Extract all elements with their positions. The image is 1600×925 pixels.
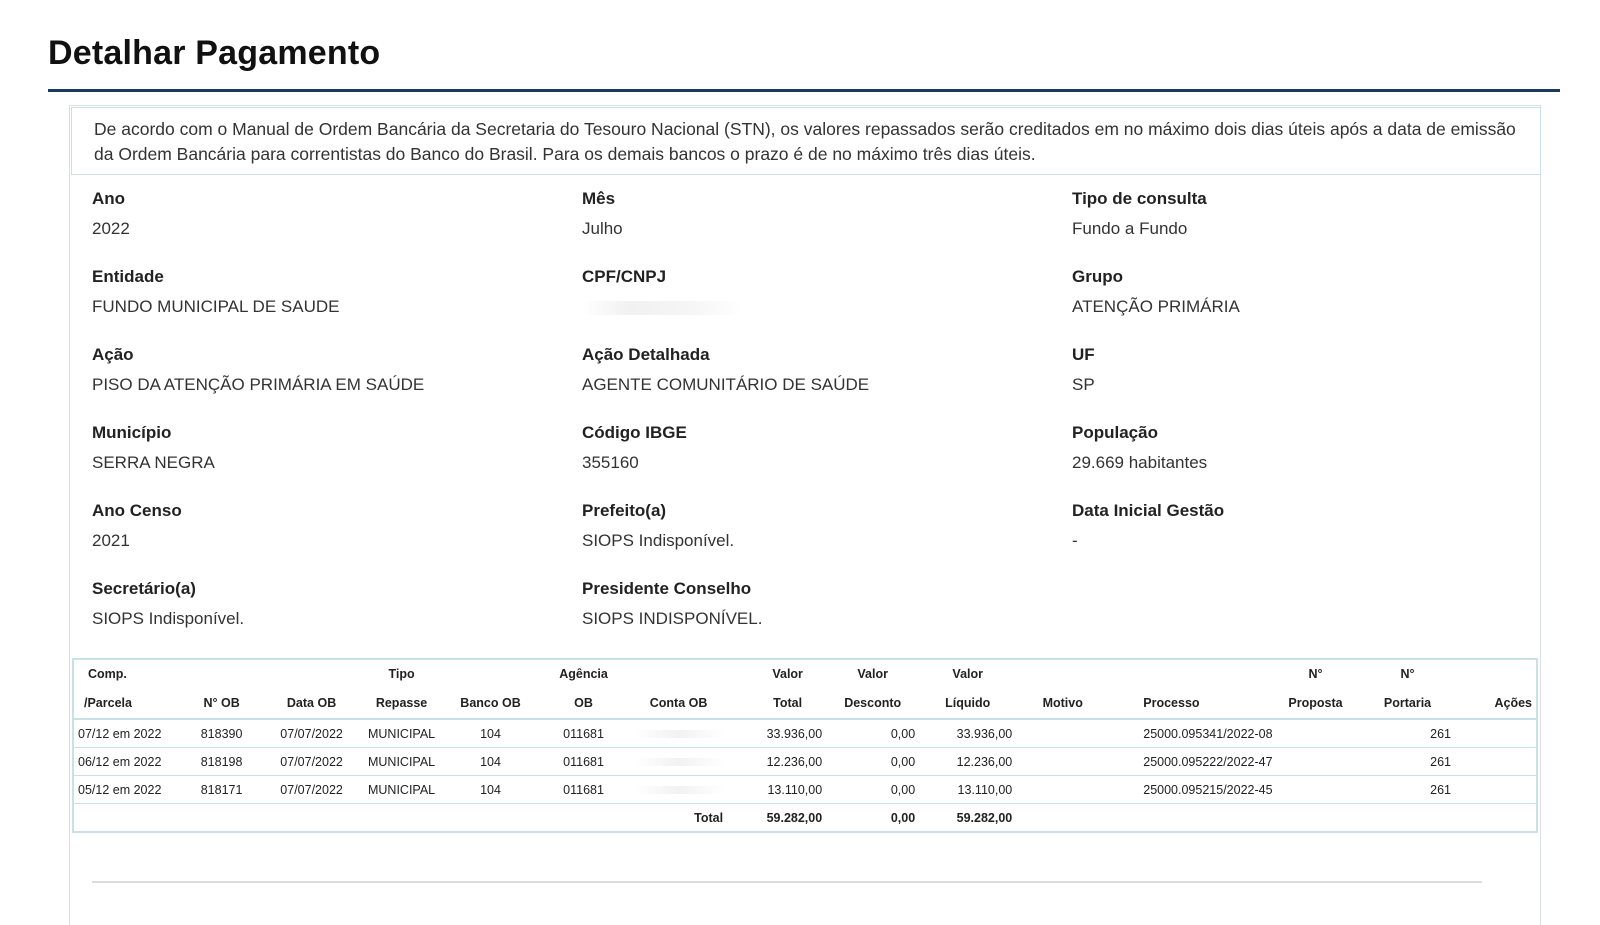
col-header-comp[interactable]: Comp. [88,667,127,681]
cell-acoes [1455,748,1536,776]
field-value: 355160 [582,453,639,472]
field-secretario [92,576,582,654]
field-value: PISO DA ATENÇÃO PRIMÁRIA EM SAÚDE [92,375,425,394]
cell-data-ob: 07/07/2022 [264,776,359,804]
totals-total: 59.282,00 [766,810,823,825]
cell-agencia: 011681 [537,719,630,748]
field-acao [92,342,582,420]
payment-info-grid [92,186,1532,654]
field-acao-detalhada [582,342,1072,420]
cell-motivo [1016,719,1109,748]
col-header-valor-liquido[interactable]: Valor [952,667,983,681]
cell-n-ob: 818390 [179,719,264,748]
cell-data-ob: 07/07/2022 [264,719,359,748]
field-label: Data Inicial Gestão [1072,501,1225,520]
field-populacao [1072,420,1532,498]
field-label: Secretário(a) [92,579,196,598]
cell-proposta [1271,719,1360,748]
cell-n-ob: 818171 [179,776,264,804]
field-codigo-ibge [582,420,1072,498]
table-row [74,748,1536,776]
totals-label: Total [694,810,724,825]
cell-processo: 25000.095222/2022-47 [1109,748,1271,776]
field-ano-censo [92,498,582,576]
col-header-acoes[interactable]: Ações [1455,688,1536,719]
col-header-parcela[interactable]: /Parcela [74,688,179,719]
field-value: SIOPS Indisponível. [92,609,245,628]
field-value: 2022 [92,219,130,238]
cell-desconto: 0,00 [826,719,919,748]
col-header-blank [1016,660,1109,688]
col-header-total[interactable]: Total [727,688,826,719]
field-label: Tipo de consulta [1072,189,1207,208]
redacted-value [582,301,742,315]
section-divider [92,881,1482,883]
field-label: Ação Detalhada [582,345,710,364]
col-header-tipo[interactable]: Tipo [388,667,415,681]
cell-agencia: 011681 [537,748,630,776]
redacted-value [634,758,724,766]
cell-liquido: 13.110,00 [919,776,1016,804]
cell-processo: 25000.095341/2022-08 [1109,719,1271,748]
cell-total: 13.110,00 [727,776,826,804]
cell-tipo: MUNICIPAL [359,776,444,804]
field-label: CPF/CNPJ [582,267,667,286]
cell-agencia: 011681 [537,776,630,804]
cell-portaria: 261 [1360,748,1455,776]
title-divider [48,89,1560,92]
field-label: População [1072,423,1158,442]
col-header-processo[interactable]: Processo [1109,688,1271,719]
cell-banco: 104 [444,719,537,748]
field-label: Código IBGE [582,423,687,442]
cell-total: 33.936,00 [727,719,826,748]
cell-comp: 06/12 em 2022 [74,748,179,776]
col-header-desconto[interactable]: Desconto [826,688,919,719]
table-row [74,719,1536,748]
col-header-valor-total[interactable]: Valor [772,667,803,681]
redacted-value [634,730,724,738]
field-label: Mês [582,189,616,208]
col-header-agencia-ob[interactable]: OB [537,688,630,719]
info-notice: De acordo com o Manual de Ordem Bancária da Secretaria do Tesouro Nacional (STN), os valores repassados serão creditados em no máximo dois dias úteis após a data de emissão da Ordem Bancária para correntistas do Banco do Brasil. Para os demais bancos o prazo é de no máximo três dias úteis. [71,107,1541,175]
field-value: Fundo a Fundo [1072,219,1188,238]
col-header-repasse[interactable]: Repasse [359,688,444,719]
col-header-portaria[interactable]: N° [1400,667,1415,681]
col-header-motivo[interactable]: Motivo [1016,688,1109,719]
col-header-proposta-2[interactable]: Proposta [1271,688,1360,719]
cell-banco: 104 [444,748,537,776]
cell-comp: 07/12 em 2022 [74,719,179,748]
col-header-banco-ob[interactable]: Banco OB [444,688,537,719]
cell-data-ob: 07/07/2022 [264,748,359,776]
payment-detail-card [69,105,1541,925]
cell-portaria: 261 [1360,719,1455,748]
col-header-proposta[interactable]: N° [1308,667,1323,681]
cell-portaria: 261 [1360,776,1455,804]
table-footer [74,804,1536,832]
field-label: UF [1072,345,1095,364]
col-header-blank [264,660,359,688]
cell-liquido: 33.936,00 [919,719,1016,748]
cell-tipo: MUNICIPAL [359,719,444,748]
col-header-blank [179,660,264,688]
cell-total: 12.236,00 [727,748,826,776]
col-header-liquido[interactable]: Líquido [919,688,1016,719]
cell-proposta [1271,776,1360,804]
totals-row [74,804,1536,832]
col-header-data-ob[interactable]: Data OB [264,688,359,719]
field-presidente-conselho [582,576,1072,654]
field-uf [1072,342,1532,420]
field-label: Presidente Conselho [582,579,752,598]
cell-comp: 05/12 em 2022 [74,776,179,804]
field-label: Grupo [1072,267,1123,286]
payments-table [74,660,1536,831]
field-label: Entidade [92,267,164,286]
field-value: 29.669 habitantes [1072,453,1208,472]
cell-tipo: MUNICIPAL [359,748,444,776]
table-header [74,660,1536,719]
cell-desconto: 0,00 [826,776,919,804]
cell-desconto: 0,00 [826,748,919,776]
cell-proposta [1271,748,1360,776]
cell-motivo [1016,776,1109,804]
field-value: 2021 [92,531,130,550]
field-mes [582,186,1072,264]
field-empty [1072,576,1532,654]
totals-empty [1016,804,1536,832]
col-header-blank [444,660,537,688]
field-label: Ano Censo [92,501,182,520]
field-data-inicial-gestao [1072,498,1532,576]
field-value: SIOPS INDISPONÍVEL. [582,609,763,628]
totals-liquido: 59.282,00 [956,810,1013,825]
cell-conta [630,776,727,804]
field-label: Ação [92,345,134,364]
cell-conta [630,719,727,748]
field-prefeito [582,498,1072,576]
field-label: Município [92,423,172,442]
field-value: Julho [582,219,623,238]
field-municipio [92,420,582,498]
cell-motivo [1016,748,1109,776]
cell-acoes [1455,719,1536,748]
field-cpf-cnpj [582,264,1072,342]
field-value: - [1072,531,1078,550]
col-header-blank [630,660,727,688]
field-value: SIOPS Indisponível. [582,531,735,550]
payments-table-container [72,658,1538,833]
col-header-valor-desconto[interactable]: Valor [857,667,888,681]
field-ano [92,186,582,264]
page-title: Detalhar Pagamento [48,34,381,72]
redacted-value [634,786,724,794]
col-header-n-ob[interactable]: N° OB [179,688,264,719]
field-value: AGENTE COMUNITÁRIO DE SAÚDE [582,375,870,394]
field-label: Prefeito(a) [582,501,667,520]
table-body [74,719,1536,804]
field-value-redacted [582,297,1072,320]
field-value: FUNDO MUNICIPAL DE SAUDE [92,297,340,316]
cell-n-ob: 818198 [179,748,264,776]
field-tipo-consulta [1072,186,1532,264]
field-value: SERRA NEGRA [92,453,215,472]
field-value: SP [1072,375,1095,394]
col-header-blank [1455,660,1536,688]
table-row [74,776,1536,804]
col-header-conta-ob[interactable]: Conta OB [630,688,727,719]
cell-conta [630,748,727,776]
cell-liquido: 12.236,00 [919,748,1016,776]
cell-processo: 25000.095215/2022-45 [1109,776,1271,804]
field-value: ATENÇÃO PRIMÁRIA [1072,297,1240,316]
col-header-portaria-2[interactable]: Portaria [1360,688,1455,719]
field-label: Ano [92,189,126,208]
col-header-agencia[interactable]: Agência [559,667,608,681]
cell-banco: 104 [444,776,537,804]
field-grupo [1072,264,1532,342]
col-header-blank [1109,660,1271,688]
field-entidade [92,264,582,342]
totals-desconto: 0,00 [890,810,916,825]
cell-acoes [1455,776,1536,804]
